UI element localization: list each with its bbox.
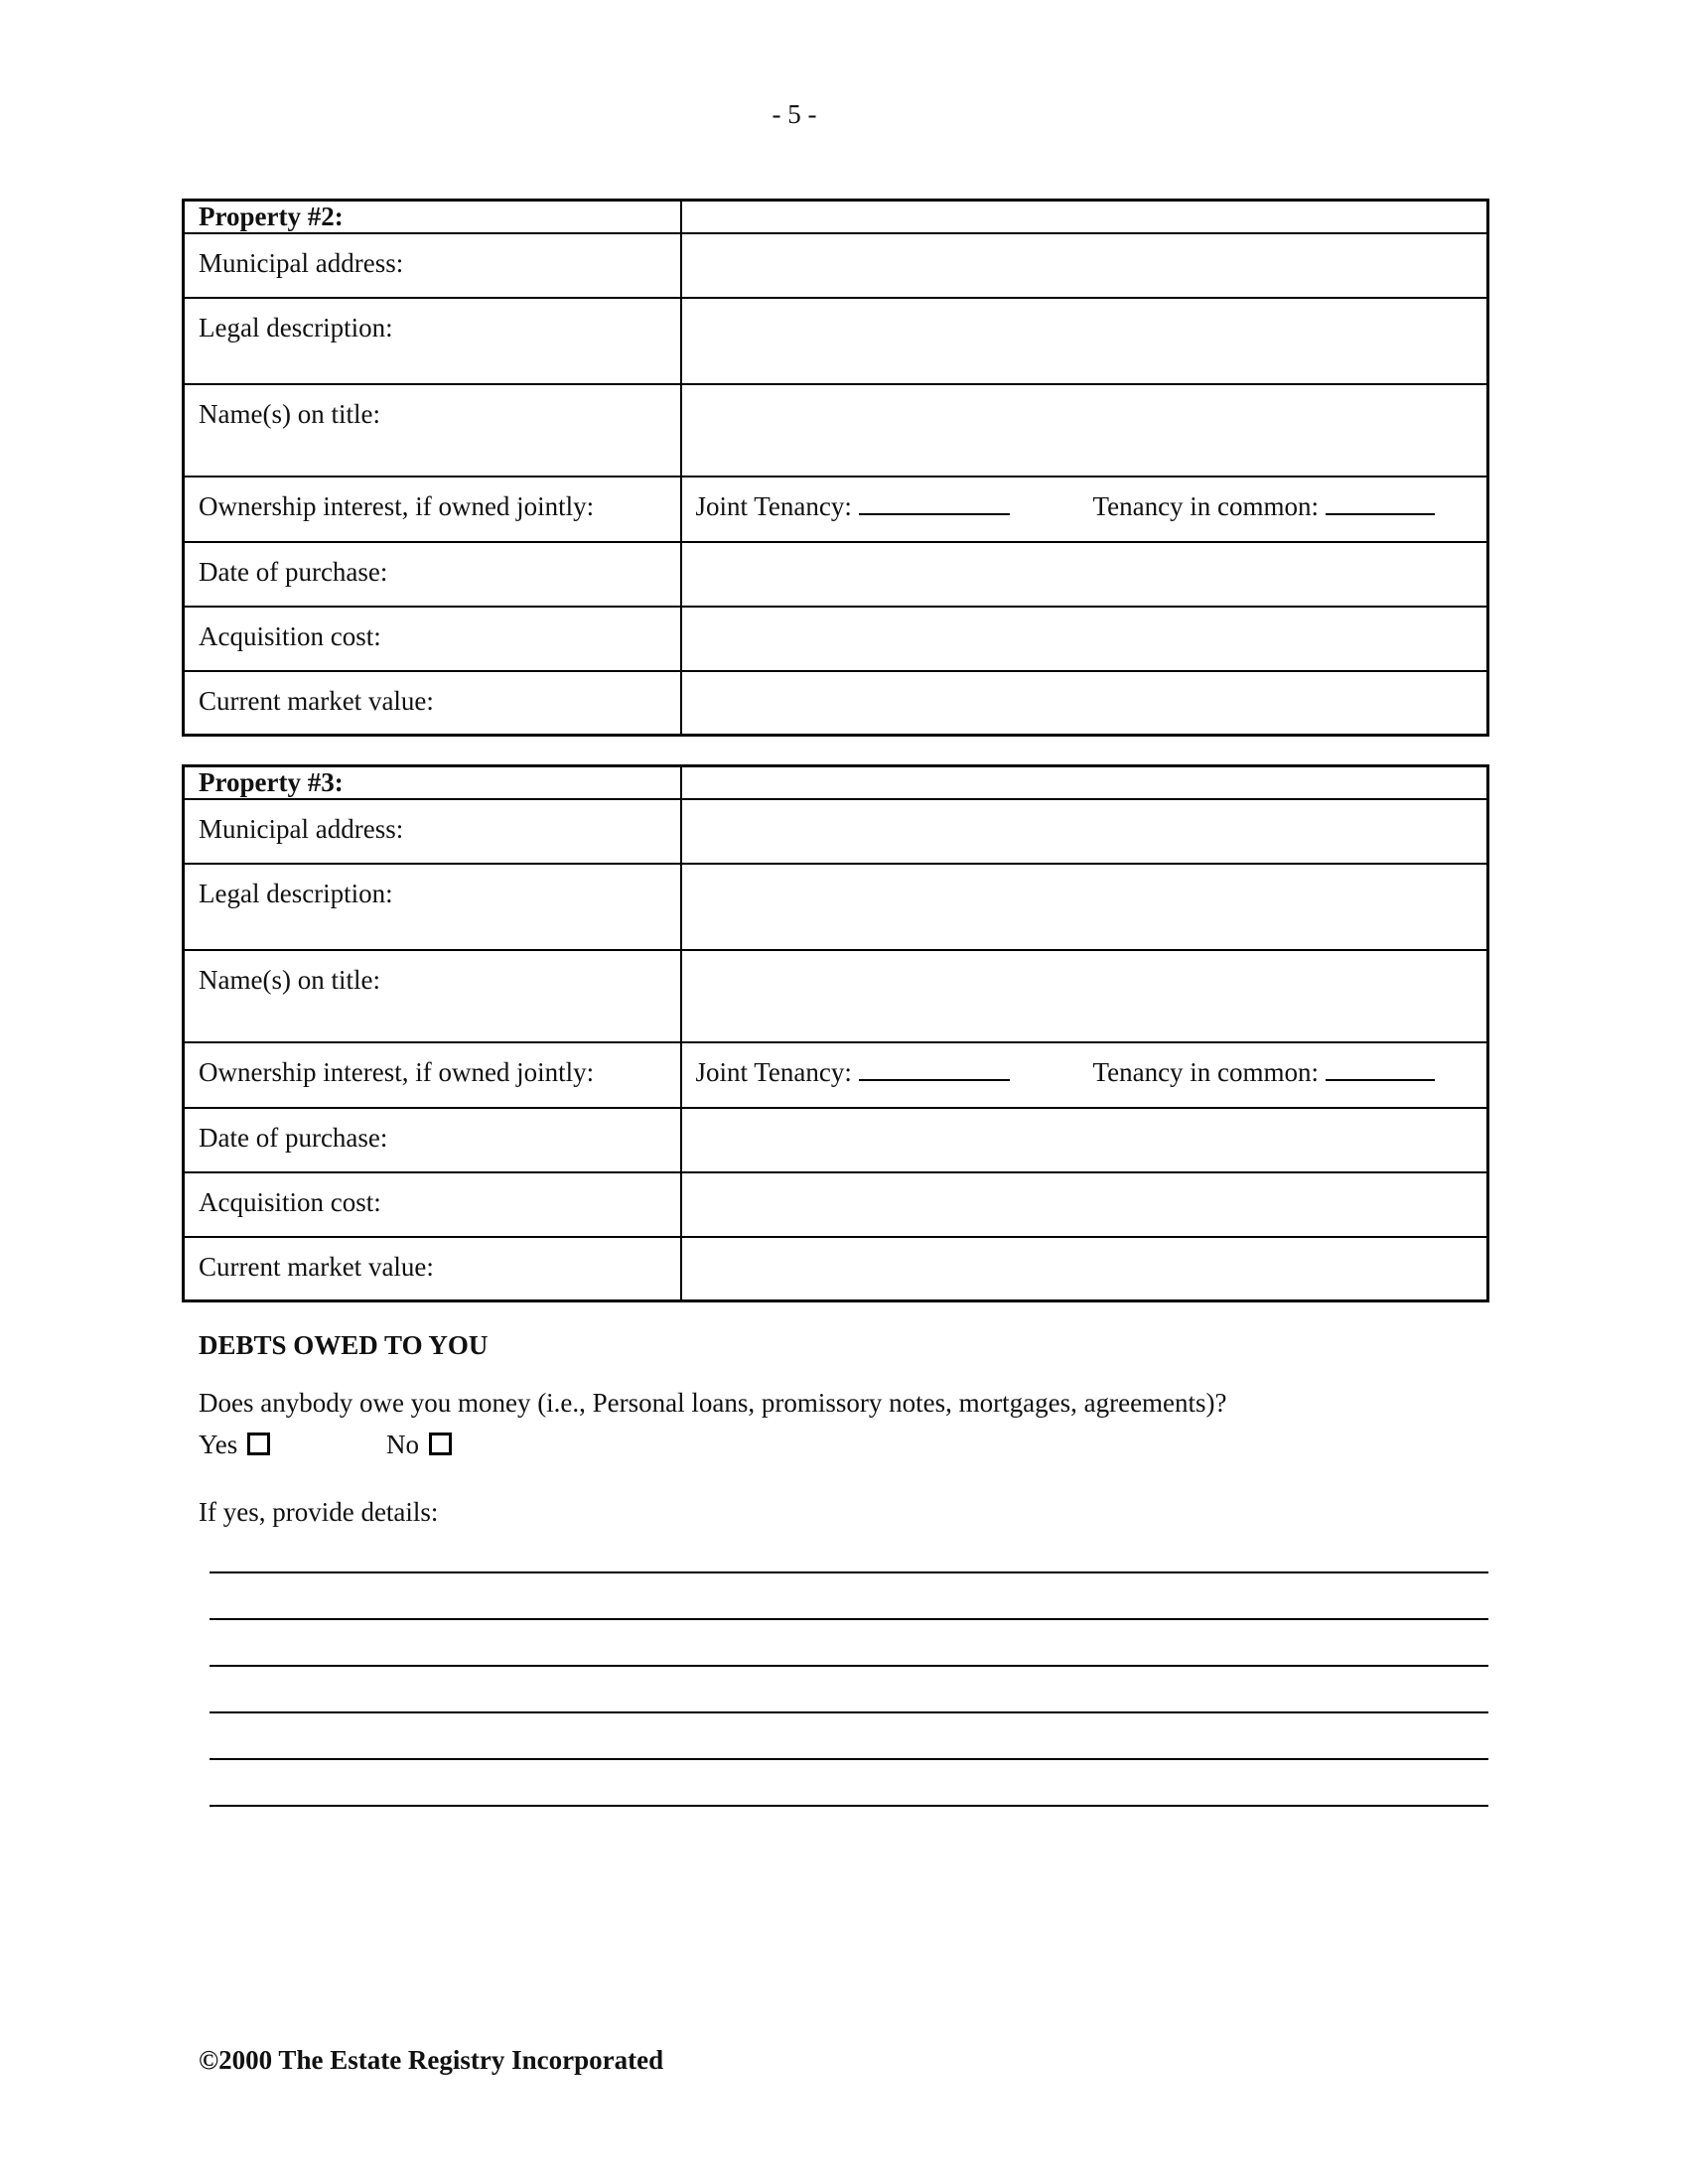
date-of-purchase-label: Date of purchase:: [184, 542, 681, 607]
acquisition-cost-label: Acquisition cost:: [184, 1172, 681, 1237]
debts-question: Does anybody owe you money (i.e., Personal loans, promissory notes, mortgages, agreements)?: [199, 1388, 1227, 1418]
date-of-purchase-field[interactable]: [681, 1108, 1488, 1172]
yes-checkbox[interactable]: [247, 1433, 270, 1455]
municipal-address-field[interactable]: [681, 799, 1488, 864]
ownership-interest-field: [681, 477, 1488, 542]
details-line[interactable]: [210, 1805, 1488, 1807]
details-lines: [210, 1571, 1488, 1851]
property-2-table: [182, 199, 1489, 737]
joint-tenancy-blank[interactable]: [859, 493, 1010, 515]
acquisition-cost-field[interactable]: [681, 607, 1488, 671]
ownership-interest-label: Ownership interest, if owned jointly:: [184, 1042, 681, 1108]
legal-description-field[interactable]: [681, 864, 1488, 950]
no-label: No: [386, 1430, 420, 1459]
details-line[interactable]: [210, 1665, 1488, 1667]
names-on-title-field[interactable]: [681, 384, 1488, 477]
property-3-table: [182, 764, 1489, 1302]
date-of-purchase-field[interactable]: [681, 542, 1488, 607]
tenancy-in-common-blank[interactable]: [1326, 1059, 1435, 1081]
joint-tenancy-label: Joint Tenancy:: [695, 490, 852, 521]
date-of-purchase-label: Date of purchase:: [184, 1108, 681, 1172]
details-label: If yes, provide details:: [199, 1497, 439, 1527]
current-market-value-field[interactable]: [681, 671, 1488, 736]
details-line[interactable]: [210, 1711, 1488, 1713]
ownership-interest-field: [681, 1042, 1488, 1108]
tenancy-in-common-blank[interactable]: [1326, 493, 1435, 515]
debts-section-title: DEBTS OWED TO YOU: [199, 1330, 489, 1360]
copyright-footer: ©2000 The Estate Registry Incorporated: [199, 2045, 664, 2075]
joint-tenancy-blank[interactable]: [859, 1059, 1010, 1081]
tenancy-in-common-label: Tenancy in common:: [1092, 490, 1320, 521]
property-title-value[interactable]: [681, 201, 1488, 233]
acquisition-cost-field[interactable]: [681, 1172, 1488, 1237]
legal-description-label: Legal description:: [184, 864, 681, 950]
property-title: Property #3:: [184, 766, 681, 799]
current-market-value-field[interactable]: [681, 1237, 1488, 1301]
names-on-title-label: Name(s) on title:: [184, 384, 681, 477]
current-market-value-label: Current market value:: [184, 1237, 681, 1301]
details-line[interactable]: [210, 1758, 1488, 1760]
municipal-address-label: Municipal address:: [184, 799, 681, 864]
property-title-value[interactable]: [681, 766, 1488, 799]
yes-label: Yes: [199, 1430, 238, 1459]
acquisition-cost-label: Acquisition cost:: [184, 607, 681, 671]
property-title: Property #2:: [184, 201, 681, 233]
municipal-address-field[interactable]: [681, 233, 1488, 298]
ownership-interest-label: Ownership interest, if owned jointly:: [184, 477, 681, 542]
details-line[interactable]: [210, 1571, 1488, 1573]
no-checkbox[interactable]: [429, 1433, 452, 1455]
names-on-title-label: Name(s) on title:: [184, 950, 681, 1042]
current-market-value-label: Current market value:: [184, 671, 681, 736]
legal-description-label: Legal description:: [184, 298, 681, 384]
page-number: - 5 -: [772, 99, 817, 129]
names-on-title-field[interactable]: [681, 950, 1488, 1042]
municipal-address-label: Municipal address:: [184, 233, 681, 298]
legal-description-field[interactable]: [681, 298, 1488, 384]
details-line[interactable]: [210, 1618, 1488, 1620]
yes-no-options: [199, 1430, 452, 1460]
tenancy-in-common-label: Tenancy in common:: [1092, 1056, 1320, 1087]
joint-tenancy-label: Joint Tenancy:: [695, 1056, 852, 1087]
